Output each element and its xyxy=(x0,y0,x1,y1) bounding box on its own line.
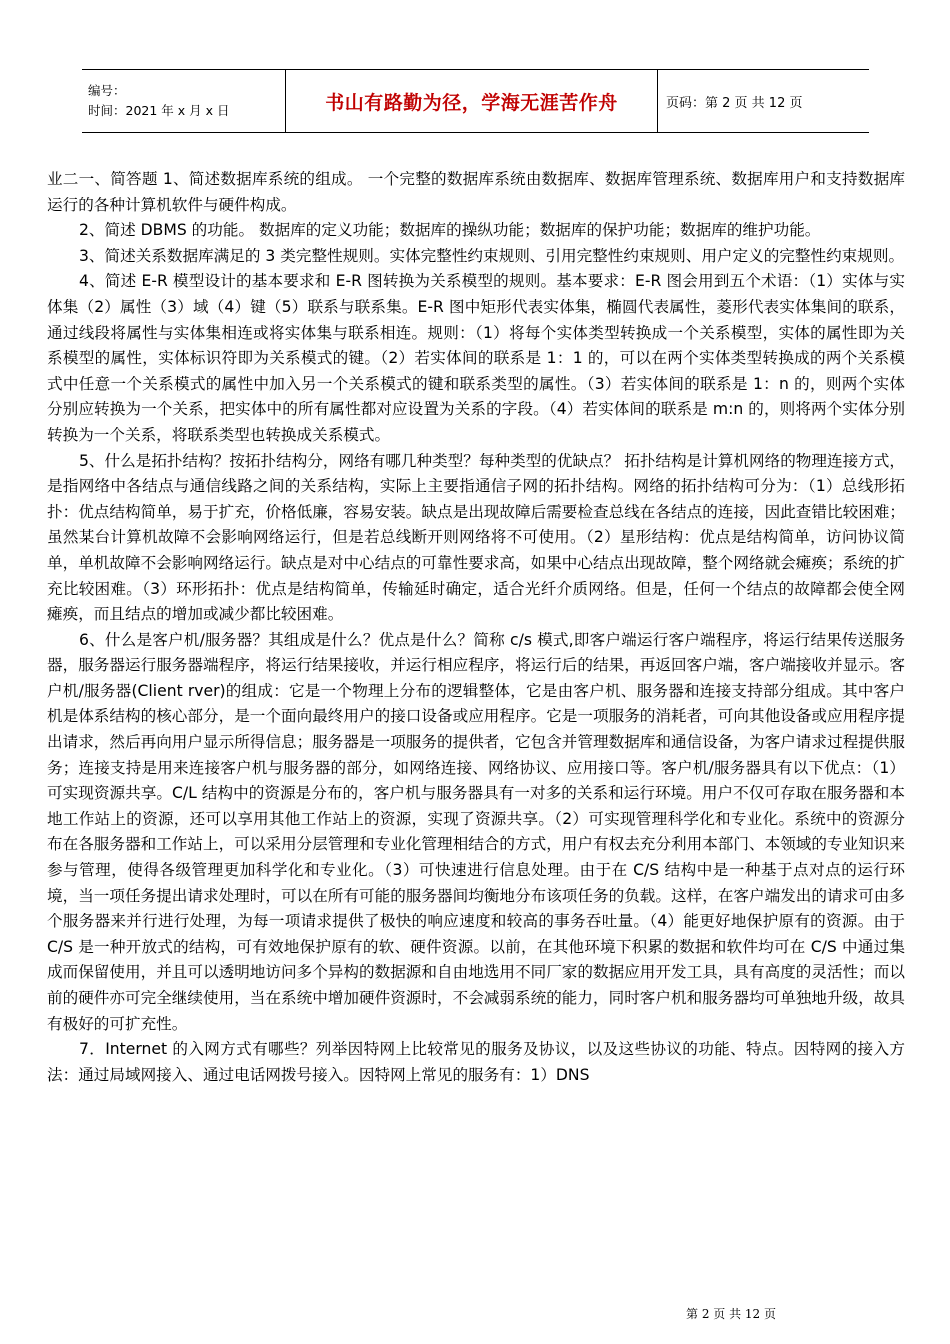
body-paragraph: 业二一、简答题 1、简述数据库系统的组成。 一个完整的数据库系统由数据库、数据库管理系统、数据库用户和支持数据库运行的各种计算机软件与硬件构成。 xyxy=(47,170,905,214)
body-paragraph: 7．Internet 的入网方式有哪些？列举因特网上比较常见的服务及协议，以及这些协议的功能、特点。因特网的接入方法：通过局域网接入、通过电话网拨号接入。因特网上常见的服务有：1）DNS xyxy=(47,1040,905,1084)
header-page-cell xyxy=(658,70,869,132)
body-paragraph: 3、简述关系数据库满足的 3 类完整性规则。实体完整性约束规则、引用完整性约束规则、用户定义的完整性约束规则。 xyxy=(79,246,905,265)
body-paragraph: 5、什么是拓扑结构？按拓扑结构分，网络有哪几种类型？每种类型的优缺点？ 拓扑结构是计算机网络的物理连接方式，是指网络中各结点与通信线路之间的关系结构，实际上主要指通信子网的拓扑结构。网络的拓扑结构可分为：（1）总线形拓扑：优点结构简单，易于扩充，价格低廉，容易安装。缺点是出现故障后需要检查总线在各结点的连接，因此查错比较困难；虽然某台计算机故障不会影响网络运行，但是若总线断开则网络将不可使用。（2）星形结构：优点是结构简单，访问协议简单，单机故障不会影响网络运行。缺点是对中心结点的可靠性要求高，如果中心结点出现故障，整个网络就会瘫痪；系统的扩充比较困难。（3）环形拓扑：优点是结构简单，传输延时确定，适合光纤介质网络。但是，任何一个结点的故障都会使全网瘫痪，而且结点的增加或减少都比较困难。 xyxy=(47,451,905,624)
body-paragraph: 4、简述 E-R 模型设计的基本要求和 E-R 图转换为关系模型的规则。基本要求：E-R 图会用到五个术语：（1）实体与实体集（2）属性（3）域（4）键（5）联系与联系集。E-R 图中矩形代表实体集，椭圆代表属性，菱形代表实体集间的联系，通过线段将属性与实体集相连或将实体集与联系相连。规则：（1）将每个实体类型转换成一个关系模型，实体的属性即为关系模型的属性，实体标识符即为关系模式的键。（2）若实体间的联系是 1：1 的，可以在两个实体类型转换成的两个关系模式中任意一个关系模式的属性中加入另一个关系模式的键和联系类型的属性。（3）若实体间的联系是 1：n 的，则两个实体分别应转换为一个关系，把实体中的所有属性都对应设置为关系的字段。（4）若实体间的联系是 m:n 的，则将两个实体分别转换为一个关系，将联系类型也转换成关系模式。 xyxy=(47,272,905,444)
header-meta xyxy=(82,70,285,132)
document-time-label: 时间：2021 年 x 月 x 日 xyxy=(88,103,230,118)
body-paragraph: 6、什么是客户机/服务器？其组成是什么？优点是什么？简称 c/s 模式,即客户端运行客户端程序，将运行结果传送服务器，服务器运行服务器端程序，将运行结果接收，并运行相应程序，将运行后的结果，再返回客户端，客户端接收并显示。客户机/服务器(Client rver)的组成：它是一个物理上分布的逻辑整体，它是由客户机、服务器和连接支持部分组成。其中客户机是体系结构的核心部分，是一个面向最终用户的接口设备或应用程序。它是一项服务的消耗者，可向其他设备或应用程序提出请求，然后再向用户显示所得信息；服务器是一项服务的提供者，它包含并管理数据库和通信设备，为客户请求过程提供服务；连接支持是用来连接客户机与服务器的部分，如网络连接、网络协议、应用接口等。客户机/服务器具有以下优点：（1）可实现资源共享。C/L 结构中的资源是分布的，客户机与服务器具有一对多的关系和运行环境。用户不仅可存取在服务器和本地工作站上的资源，还可以享用其他工作站上的资源，实现了资源共享。（2）可实现管理科学化和专业化。系统中的资源分布在各服务器和工作站上，可以采用分层管理和专业化管理相结合的方式，用户有权去充分利用本部门、本领域的专业知识来参与管理，使得各级管理更加科学化和专业化。（3）可快速进行信息处理。由于在 C/S 结构中是一种基于点对点的运行环境，当一项任务提出请求处理时，可以在所有可能的服务器间均衡地分布该项任务的负载。这样，在客户端发出的请求可由多个服务器来并行进行处理，为每一项请求提供了极快的响应速度和较高的事务吞吐量。（4）能更好地保护原有的资源。由于 C/S 是一种开放式的结构，可有效地保护原有的软、硬件资源。以前，在其他环境下积累的数据和软件均可在 C/S 中通过集成而保留使用，并且可以透明地访问多个异构的数据源和自由地选用不同厂家的数据应用开发工具，具有高度的灵活性；而以前的硬件亦可完全继续使用，当在系统中增加硬件资源时，不会减弱系统的能力，同时客户机和服务器均可单独地升级，故具有极好的可扩充性。 xyxy=(47,630,905,1033)
header-page-number: 页码：第 2 页 共 12 页 xyxy=(666,95,803,111)
document-body xyxy=(47,167,905,1088)
page-footer xyxy=(686,1305,776,1322)
footer-page-number: 第 2 页 共 12 页 xyxy=(686,1307,776,1321)
header-motto: 书山有路勤为径，学海无涯苦作舟 xyxy=(325,91,618,114)
page-header xyxy=(82,69,869,133)
body-paragraph: 2、简述 DBMS 的功能。 数据库的定义功能；数据库的操纵功能；数据库的保护功能；数据库的维护功能。 xyxy=(79,221,821,240)
header-motto-cell xyxy=(285,70,658,132)
document-number-label: 编号： xyxy=(88,83,126,98)
